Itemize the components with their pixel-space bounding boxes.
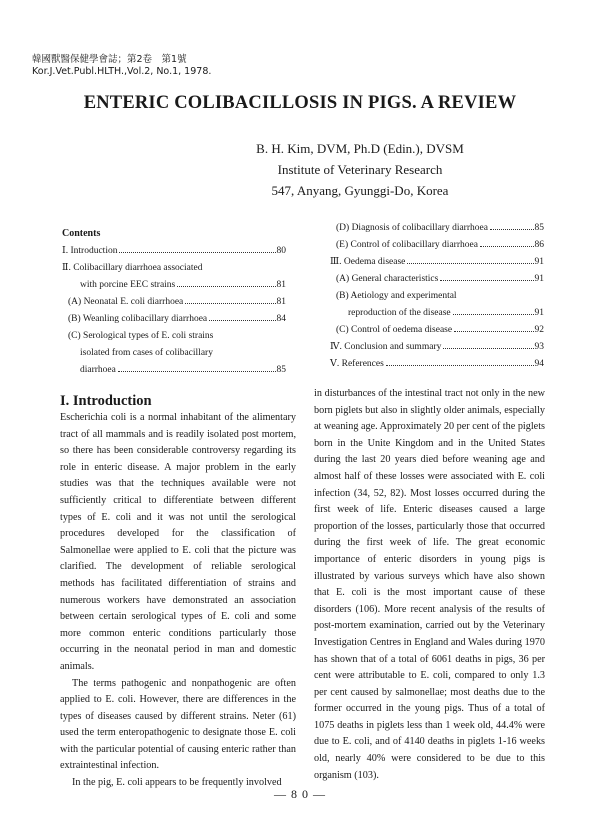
contents-leader-dots	[453, 314, 534, 315]
body-column-left	[60, 410, 296, 792]
contents-leader-dots	[177, 286, 275, 287]
contents-leader-dots	[386, 365, 534, 366]
contents-entry	[330, 237, 544, 254]
contents-entry-page: 81	[276, 280, 286, 290]
contents-entry-page: 85	[534, 223, 544, 233]
contents-entry-page: 93	[534, 342, 544, 352]
contents-entry-page: 86	[534, 240, 544, 250]
paragraph: In the pig, E. coli appears to be frequently involved	[72, 777, 282, 789]
contents-entry-page: 84	[276, 314, 286, 324]
contents-entry-label: (B) Aetiology and experimental	[336, 291, 457, 301]
contents-entry	[330, 254, 544, 271]
contents-entry-label: (A) Neonatal E. coli diarrhoea	[68, 297, 184, 307]
contents-entry	[62, 328, 286, 345]
contents-left	[62, 225, 286, 379]
contents-entry-label: Ⅳ. Conclusion and summary	[330, 342, 442, 352]
contents-leader-dots	[443, 348, 533, 349]
contents-leader-dots	[490, 229, 534, 230]
contents-entry	[330, 288, 544, 305]
contents-entry	[330, 356, 544, 373]
section-heading-introduction: I. Introduction	[60, 393, 152, 409]
author-address: 547, Anyang, Gyunggi-Do, Korea	[271, 183, 449, 198]
contents-leader-dots	[440, 280, 533, 281]
article-title: ENTERIC COLIBACILLOSIS IN PIGS. A REVIEW	[83, 93, 517, 113]
contents-entry	[330, 339, 544, 356]
contents-right	[330, 220, 544, 373]
contents-entry-label: with porcine EEC strains	[80, 280, 176, 290]
journal-title-korean: 韓國獸醫保健學會誌；第2卷 第1號	[32, 54, 187, 65]
journal-citation	[32, 54, 211, 78]
contents-entry	[330, 271, 544, 288]
journal-reference: Kor.J.Vet.Publ.HLTH.,Vol.2, No.1, 1978.	[32, 66, 212, 77]
contents-entry	[330, 322, 544, 339]
body-column-right	[314, 386, 545, 784]
page-number: — 8 0 —	[274, 787, 326, 801]
contents-leader-dots	[407, 263, 533, 264]
contents-entry-label: isolated from cases of colibacillary	[80, 348, 213, 358]
contents-leader-dots	[454, 331, 533, 332]
contents-entry-label: (A) General characteristics	[336, 274, 439, 284]
contents-entry-page: 91	[534, 274, 544, 284]
contents-entry-label: Ⅱ. Colibacillary diarrhoea associated	[62, 263, 203, 273]
contents-entry	[330, 305, 544, 322]
contents-entry	[62, 362, 286, 379]
paragraph: in disturbances of the intestinal tract not only in the new born piglets but also in slightly older animals, especially at weaning age. Approximately 20 per cent of the piglets born in the Unite Kingdom and in the United States during the last 20 years died before weaning age and almost half of these losses were associated with E. coli infection (34, 52, 82). Most losses occurred during the first week of life. Enteric diseases caused a large proportion of the losses, particularly those that occurred during the first week of life. The great economic importance of enteric disorders in young pigs is illustrated by various surveys which have also shown that E. coli is the most important cause of these disorders (106). More recent analysis of the results of post-mortem examination, carried out by the Veterinary Investigation Centres in England and Wales during 1970 has shown that of a total of 6061 deaths in pigs, 36 per cent were attributable to E. coli, compared to only 1.3 per cent caused by salmonellae; most deaths due to the former occurred in the young pigs. Thus of a total of 1075 deaths in piglets less than 1 week old, 44.4% were due to E. coli, and of 4140 deaths in piglets 1-16 weeks old, nearly 40% were considered to be due to this organism (103).	[314, 388, 545, 781]
contents-leader-dots	[185, 303, 275, 304]
contents-entry	[62, 311, 286, 328]
contents-entry-label: (E) Control of colibacillary diarrhoea	[336, 240, 478, 250]
contents-entry-label: reproduction of the disease	[348, 308, 451, 318]
contents-heading: Contents	[62, 228, 101, 239]
contents-entry	[62, 277, 286, 294]
contents-entry-label: Ⅰ. Introduction	[62, 246, 118, 256]
contents-entry-page: 91	[534, 257, 544, 267]
contents-entry-label: (D) Diagnosis of colibacillary diarrhoea	[336, 223, 488, 233]
contents-leader-dots	[209, 320, 275, 321]
contents-entry-label: diarrhoea	[80, 365, 116, 375]
paragraph: The terms pathogenic and nonpathogenic are often applied to E. coli. However, there are differences in the types of diseases caused by different strains. Neter (61) used the term enteropathogenic to designate those E. coli with the particular potential of causing enteric rather than extraintestinal infection.	[60, 677, 296, 772]
contents-entry-page: 81	[276, 297, 286, 307]
paragraph: Escherichia coli is a normal inhabitant of the alimentary tract of all mammals and is readily isolated post mortem, so there has been considerable controversy regarding its role in enteric disease. A major problem in the early studies was that the techniques available were not sufficiently critical to differentiate between different types of E. coli and it was not until the serological procedures developed for the classification of Salmonellae were applied to E. coli that the picture was clarified. The development of reliable serological methods has facilitated differentiation of strains and numerous workers have demonstrated an association between certain serological types of E. coli and some more common enteric conditions particularly those occurring in the neonatal period in man and domestic animals.	[60, 412, 296, 672]
contents-leader-dots	[119, 252, 275, 253]
contents-entry	[62, 260, 286, 277]
contents-entry	[62, 243, 286, 260]
contents-entry-page: 80	[276, 246, 286, 256]
contents-entry-label: (C) Serological types of E. coli strains	[68, 331, 214, 341]
author-institute: Institute of Veterinary Research	[277, 162, 443, 177]
contents-entry-label: Ⅲ. Oedema disease	[330, 257, 406, 267]
contents-entry-page: 85	[276, 365, 286, 375]
contents-entry-label: (C) Control of oedema disease	[336, 325, 453, 335]
contents-entry	[62, 294, 286, 311]
contents-entry-label: (B) Weanling colibacillary diarrhoea	[68, 314, 208, 324]
contents-leader-dots	[480, 246, 534, 247]
contents-leader-dots	[118, 371, 276, 372]
contents-entry-page: 92	[534, 325, 544, 335]
contents-entry	[62, 345, 286, 362]
contents-entry-page: 94	[534, 359, 544, 369]
author-block	[0, 138, 600, 201]
contents-entry-label: Ⅴ. References	[330, 359, 384, 369]
author-name: B. H. Kim, DVM, Ph.D (Edin.), DVSM	[256, 141, 464, 156]
contents-entry-page: 91	[534, 308, 544, 318]
contents-entry	[330, 220, 544, 237]
